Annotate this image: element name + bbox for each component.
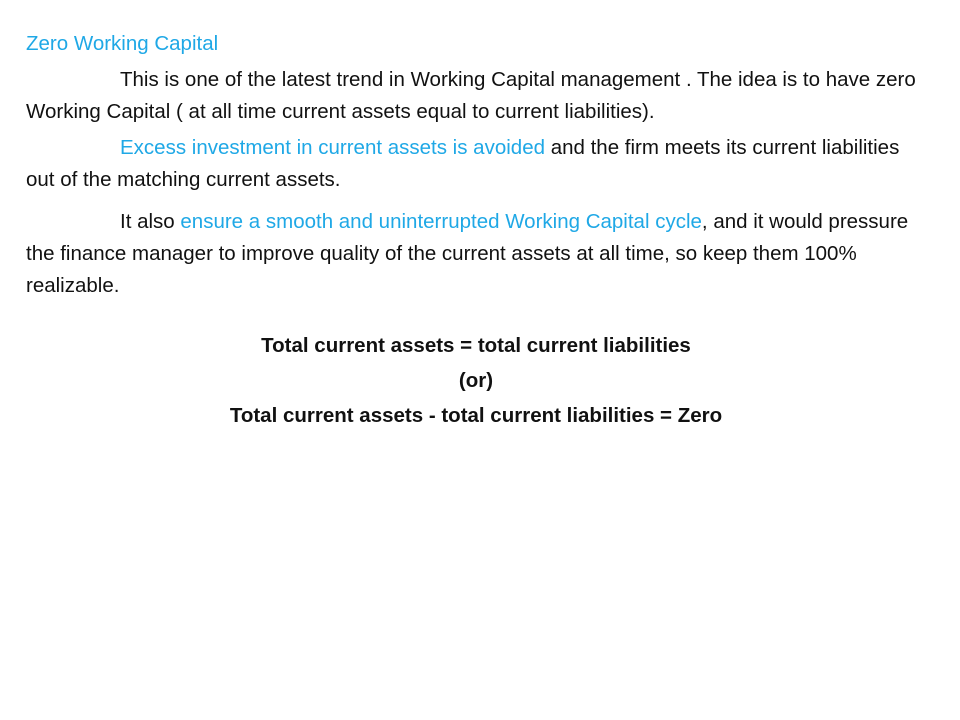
slide-content (26, 28, 926, 433)
paragraph-definition-text: This is one of the latest trend in Working Capital management . The idea is to have zero Working Capital ( at all time current assets equal to current liabilities). (26, 68, 916, 123)
formula-line-or: (or) (458, 369, 494, 392)
formula-line-equality: Total current assets = total current liabilities (261, 334, 691, 357)
highlight-excess-investment: Excess investment in current assets is avoided (120, 136, 545, 159)
paragraph-smooth-cycle (26, 206, 926, 302)
paragraph-excess-investment (26, 132, 926, 196)
paragraph-excess-investment-text: and the firm meets its current liabilities out of the matching current assets. (26, 136, 900, 191)
paragraph-smooth-cycle-text: , and it would pressure the finance manager to improve quality of the current assets at all time, so keep them 100% realizable. (26, 210, 909, 297)
highlight-smooth-cycle: ensure a smooth and uninterrupted Working Capital cycle (180, 210, 702, 233)
slide-title: Zero Working Capital (26, 32, 219, 55)
paragraph-definition (26, 64, 926, 128)
formula-line-zero: Total current assets - total current liabilities = Zero (229, 404, 723, 427)
paragraph-smooth-cycle-lead: It also (120, 210, 181, 233)
formula-block (26, 328, 926, 433)
